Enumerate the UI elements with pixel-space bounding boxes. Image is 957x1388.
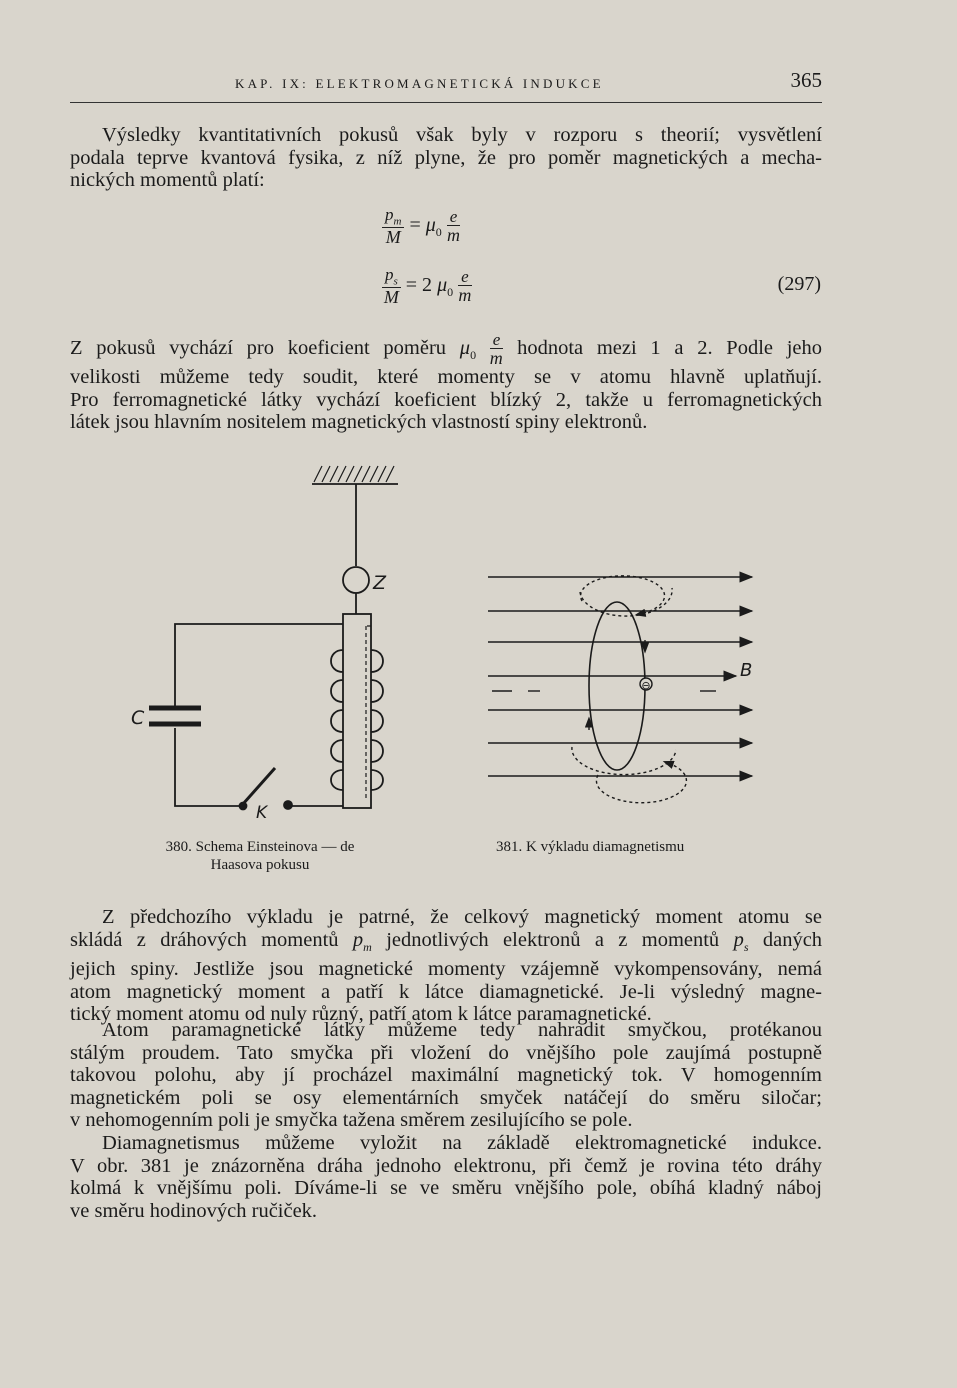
paragraph-4-line: takovou polohu, aby jí procházel maximální magnetický tok. V homogenním: [70, 1064, 822, 1087]
running-title: KAP. IX: ELEKTROMAGNETICKÁ INDUKCE: [235, 76, 604, 91]
paragraph-5: [70, 1132, 822, 1222]
label-c: C: [131, 707, 145, 729]
ceiling-hatching: [314, 466, 394, 482]
switch-lever: [243, 768, 275, 804]
paragraph-1-line: podala teprve kvantová fysika, z níž plyne, že pro poměr magnetických a mecha-: [70, 146, 822, 169]
paragraph-4: [70, 1019, 822, 1132]
caption-figure-381: 381. K výkladu diamagnetismu: [496, 839, 685, 855]
paragraph-3: [70, 906, 822, 1026]
paragraph-1-line: Výsledky kvantitativních pokusů však byly v rozporu s theorií; vysvětlení: [102, 124, 822, 146]
figure-380-einstein-de-haas-schema: [149, 466, 398, 810]
paragraph-4-line: Atom paramagnetické látky můžeme tedy nahradit smyčkou, protékanou: [102, 1019, 822, 1041]
paragraph-2-line: Pro ferromagnetické látky vychází koeficient blízký 2, takže u ferromagnetických: [70, 388, 822, 411]
paragraph-2-line: velikosti můžeme tedy soudit, které momenty se v atomu hlavně uplatňují.: [70, 366, 822, 388]
paragraph-3-line: skládá z dráhových momentů $p_m$ jednotlivých elektronů a z momentů $p_s$ daných: [70, 928, 823, 954]
label-k: K: [256, 803, 268, 823]
paragraph-3-line: jejich spiny. Jestliže jsou magnetické momenty vzájemně vykompensovány, nemá: [70, 958, 822, 981]
fraction-ps-over-M: $\frac{p_s}{M}$: [383, 265, 399, 308]
paragraph-5-line: ve směru hodinových ručiček.: [70, 1199, 318, 1222]
coil-turn: [331, 680, 383, 702]
switch-contact: [284, 801, 292, 809]
figure-381-diamagnetism: [488, 576, 752, 803]
paragraph-3-line: Z předchozího výkladu je patrné, že celkový magnetický moment atomu se: [102, 906, 822, 928]
fraction-e-over-m: $\frac{e}{m}$: [489, 330, 503, 369]
coil-turn: [331, 710, 383, 732]
equation-ps: $\frac{p_s}{M}$ = 2 $\mu_0$ $\frac{e}{m}$: [383, 265, 472, 308]
paragraph-5-line: kolmá k vnějšímu poli. Díváme-li se ve směru vnějšího pole, obíhá kladný náboj: [70, 1177, 822, 1200]
caption-figure-380: 380. Schema Einsteinova — de Haasova pokusu: [165, 839, 355, 873]
paragraph-4-line: v nehomogenním poli je smyčka tažena směrem zesilujícího se pole.: [70, 1109, 633, 1132]
page-number: 365: [790, 68, 822, 92]
switch-contact: [240, 803, 247, 810]
paragraph-1-line: nických momentů platí:: [70, 169, 265, 192]
equation-pm: $\frac{p_m}{M}$ = $\mu_0$ $\frac{e}{m}$: [382, 206, 460, 246]
coil-turn: [331, 740, 383, 762]
iron-rod: [343, 614, 371, 808]
mirror-circle: [343, 567, 369, 593]
paragraph-4-line: stálým proudem. Tato smyčka při vložení do vnějšího pole zaujímá postupně: [70, 1041, 822, 1064]
label-b: B: [740, 660, 753, 681]
paragraph-2-line: Z pokusů vychází pro koeficient poměru $\mu_0$ $\frac{e}{m}$ hodnota mezi 1 a 2. Podle jeho: [70, 330, 823, 369]
paragraph-5-line: V obr. 381 je znázorněna dráha jednoho elektronu, při čemž je rovina této dráhy: [70, 1154, 822, 1177]
induced-loop-bottom-outer: [572, 747, 676, 775]
fraction-e-over-m: $\frac{e}{m}$: [447, 207, 461, 246]
fraction-pm-over-M: $\frac{p_m}{M}$: [382, 206, 404, 246]
wire-bottom: [175, 728, 240, 806]
induced-loop-top: [581, 576, 665, 614]
fraction-e-over-m: $\frac{e}{m}$: [458, 267, 472, 306]
wire-top: [175, 624, 343, 706]
paragraph-3-line: atom magnetický moment a patří k látce diamagnetické. Je-li výsledný magne-: [70, 980, 822, 1003]
coil-turn: [331, 770, 383, 790]
equation-number: (297): [777, 273, 821, 295]
paragraph-3-line: tický moment atomu od nuly různý, patří atom k látce paramagnetické.: [70, 1003, 652, 1026]
induced-loop-bottom: [596, 763, 686, 803]
paragraph-2-line: látek jsou hlavním nositelem magnetických vlastností spiny elektronů.: [70, 411, 648, 434]
electron-symbol: ⊖: [641, 679, 651, 692]
coil-turn: [331, 650, 383, 672]
induced-loop-top-outer: [580, 588, 672, 616]
paragraph-5-line: Diamagnetismus můžeme vyložit na základě elektromagnetické indukce.: [102, 1132, 822, 1154]
paragraph-4-line: magnetickém poli se osy elementárních smyček natáčejí do směru siločar;: [70, 1086, 822, 1109]
label-z: Z: [373, 572, 387, 594]
electron-orbit: [589, 602, 645, 770]
